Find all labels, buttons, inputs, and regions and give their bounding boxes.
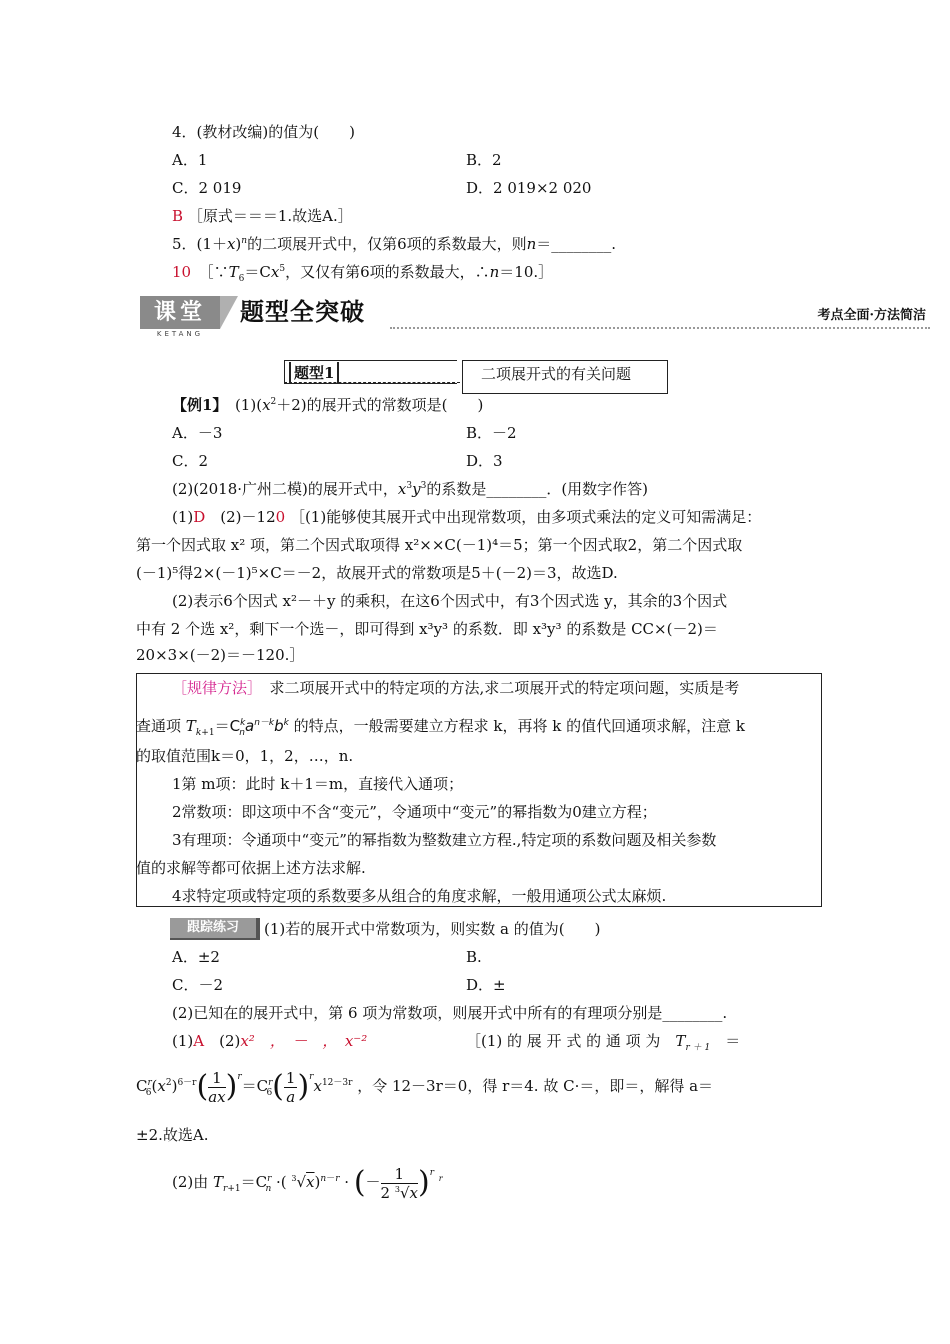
formula-part2: $T_{r+1}=C^r_n$ ·( $^3$√x)$^{n-r}$ · (－ $\frac{1}{2 ^3√x}$ )$^r$ $^r$: [213, 1164, 443, 1202]
follow-answer-rational-terms: x² ， － ， x⁻²: [240, 1032, 368, 1050]
method-line7: 值的求解等都可依据上述方法求解.: [136, 859, 366, 877]
ex1-option-c: C．2: [172, 452, 209, 470]
banner-title: 题型全突破: [240, 298, 365, 326]
q4-answer: [172, 206, 353, 226]
q5-answer-value: 10: [172, 263, 192, 281]
method-line8: 4求特定项或特定项的系数要多从组合的角度求解，一般用通项公式太麻烦.: [172, 887, 667, 905]
ex1-part1: 【例1】 $(1)(x^2+2)$的展开式的常数项是( ): [172, 396, 484, 414]
method-line3: 的取值范围k＝0，1，2，…，n.: [136, 747, 354, 765]
follow-q2: (2)已知在的展开式中，第 6 项为常数项，则展开式中所有的有理项分别是________.: [172, 1004, 728, 1022]
ex1-option-d: D．3: [466, 452, 503, 470]
banner-badge-sub: KETANG: [156, 330, 204, 338]
follow-part2-line: [172, 1158, 443, 1207]
type-label-box: [284, 360, 457, 384]
q5-stem: 5．$(1+x)^n$的二项展开式中，仅第6项的系数最大，则n＝________.: [172, 235, 617, 253]
banner-badge-tail: [220, 296, 238, 329]
method-line5: 2常数项：即这项中不含“变元”，令通项中“变元”的幂指数为0建立方程；: [172, 803, 657, 821]
banner-rule: [390, 327, 930, 329]
ex1-answer-line2: 第一个因式取 x² 项，第二个因式取项得 x²××C(－1)⁴＝5；第一个因式取2，第二个因式取: [136, 536, 743, 554]
follow-practice-tag: 跟踪练习: [170, 918, 260, 940]
type-title: 二项展开式的有关问题: [481, 365, 632, 383]
ex1-answer-line1: (1)D (2)－120 ［(1)能够使其展开式中出现常数项，由多项式乘法的定义可知需满足：: [172, 508, 762, 526]
q4-stem: 4．(教材改编)的值为( ): [172, 123, 355, 141]
ex1-answer-letter: D: [193, 508, 206, 526]
q4-option-a: A．1: [172, 151, 208, 169]
type-dash-line: [284, 382, 460, 383]
banner-badge: 课堂: [140, 296, 220, 329]
type-label: 题型1: [289, 362, 339, 383]
follow-formula-line: [136, 1062, 713, 1111]
ex1-answer-line5: 中有 2 个选 x²，剩下一个选－，即可得到 x³y³ 的系数．即 x³y³ 的系数是 CC×(－2)＝: [136, 620, 718, 638]
follow-option-d: D．±: [466, 976, 506, 994]
follow-answer-line1: (1)A (2)x² ， － ， x⁻²: [172, 1032, 368, 1050]
ex1-answer-line6: 20×3×(－2)＝－120.］: [136, 646, 305, 664]
follow-option-c: C．－2: [172, 976, 224, 994]
q4-option-d: D．2 019×2 020: [466, 179, 592, 197]
q4-option-b: B．2: [466, 151, 502, 169]
follow-part2-pre: (2)由: [172, 1173, 209, 1191]
formula-general-term-expansion: $C^r_6(x^2)^{6-r}$( $\frac{1}{ax}$ )$^r=C^r_6$( $\frac{1}{a}$ )$^rx^{12-3r}$: [136, 1068, 353, 1106]
ex1-label: 【例1】: [172, 396, 220, 414]
method-line2: 查通项 $T_{k+1}=C^k_na^{n-k}b^k$ 的特点，一般需要建立方程求 k，再将 k 的值代回通项求解，注意 k: [136, 717, 745, 738]
method-line1: ［规律方法］ 求二项展开式中的特定项的方法,求二项展开式的特定项问题，实质是考: [172, 679, 740, 697]
banner-tagline: 考点全面·方法简洁: [817, 308, 926, 323]
ex1-option-a: A．－3: [172, 424, 223, 442]
method-label: ［规律方法］: [172, 679, 255, 697]
ex1-part2: (2)(2018·广州二模)的展开式中，$x^3y^3$的系数是________．(用数字作答): [172, 480, 649, 498]
follow-option-b: B.: [466, 948, 482, 966]
section-banner: [140, 296, 930, 342]
follow-q1: (1)若的展开式中常数项为，则实数 a 的值为( ): [264, 920, 601, 938]
follow-answer-text: ［(1) 的 展 开 式 的 通 项 为 $T_{r + 1}$ ＝: [466, 1032, 741, 1053]
follow-formula-tail: ，令 12－3r＝0，得 r＝4. 故 C·＝，即＝，解得 a＝: [357, 1077, 714, 1095]
q4-answer-letter: B: [172, 207, 184, 225]
follow-answer-letter: A: [193, 1032, 205, 1050]
ex1-answer-line3: (－1)⁵得2×(－1)⁵×C＝－2，故展开式的常数项是5＋(－2)＝3，故选D.: [136, 564, 618, 582]
method-line6: 3有理项：令通项中“变元”的幂指数为整数建立方程.,特定项的系数问题及相关参数: [172, 831, 717, 849]
ex1-answer-line4: (2)表示6个因式 x²－＋y 的乘积，在这6个因式中，有3个因式选 y，其余的3个因式: [172, 592, 728, 610]
follow-option-a: A．±2: [172, 948, 220, 966]
type-title-box: [462, 360, 668, 394]
ex1-option-b: B．－2: [466, 424, 517, 442]
type-heading: [284, 360, 668, 392]
q4-option-c: C．2 019: [172, 179, 242, 197]
follow-answer-end: ±2.故选A.: [136, 1126, 209, 1144]
q4-answer-text: ［原式＝＝＝1.故选A.］: [187, 207, 353, 225]
q5-answer: 10 $[\because T_6=Cx^5$，又仅有第6项的系数最大，∴n＝10.］: [172, 263, 554, 284]
method-line4: 1第 m项：此时 k＋1＝m，直接代入通项；: [172, 775, 464, 793]
formula-general-term: $C^k_na^{n-k}b^k$: [229, 717, 289, 738]
